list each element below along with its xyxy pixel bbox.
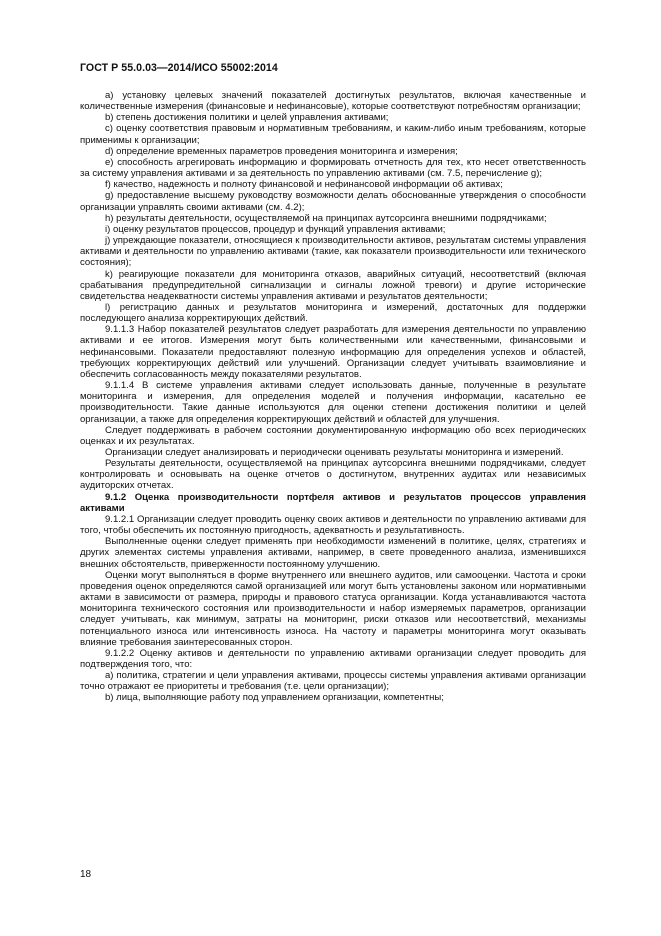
list-item-f: f) качество, надежность и полноту финансовой и нефинансовой информации об активах; — [105, 179, 503, 191]
page-number: 18 — [80, 869, 92, 880]
list-item-k: k) реагирующие показатели для мониторинга отказов, аварийных ситуаций, несоответствий (включая срабатывания предупредительной сигнализации и сигналы ложной тревоги) и другие исторические свидетельства неадекватности системы управления активами и результатов деятельности; — [80, 268, 586, 302]
list-item-b: b) степень достижения политики и целей управления активами; — [105, 112, 389, 124]
subsection-heading: 9.1.2 Оценка производительности портфеля активов и результатов процессов управления активами — [80, 491, 586, 514]
list-item-l: l) регистрацию данных и результатов мониторинга и измерений, достаточных для поддержки последующего анализа корректирующих действий. — [80, 301, 586, 325]
paragraph-audit-forms: Оценки могут выполняться в форме внутреннего или внешнего аудитов, или самооценки. Частота и сроки проведения оценок определяются самой организацией или могут быть установлены законом или нормативными актами в зависимости от размера, природы и правового статуса организации. Когда устанавливаются частота мониторинга технического состояния или производительности и набор измеряемых параметров, организации следует учитывать, как минимум, затраты на мониторинг, риски отказов или несоответствий, механизмы потенциального износа или интенсивность износа. На частоту и параметры мониторинга могут оказывать влияние требования заинтересованных сторон. — [80, 569, 586, 648]
clause-9-1-2-2: 9.1.2.2 Оценку активов и деятельности по управлению активами организации следует проводить для подтверждения того, что: — [80, 647, 586, 670]
list-item-d: d) определение временных параметров проведения мониторинга и измерения; — [105, 145, 458, 157]
paragraph-outsourcing: Результаты деятельности, осуществляемой на принципах аутсорсинга внешними подрядчиками, следует контролировать и основывать на оценке отчетов о достигнутом, внутренних аудитах или независимых аудиторских отчетах. — [80, 458, 586, 492]
paragraph-documented-info: Следует поддерживать в рабочем состоянии документированную информацию обо всех периодических оценках и их результатах. — [80, 424, 586, 447]
list-item-a: a) установку целевых значений показателей достигнутых результатов, включая качественные и количественные измерения (финансовые и нефинансовые), которые соответствуют потребностям организации; — [80, 90, 586, 113]
clause-9-1-2-1: 9.1.2.1 Организации следует проводить оценку своих активов и деятельности по управлению активами для того, чтобы обеспечить их постоянную пригодность, адекватность и результативность. — [80, 513, 586, 537]
clause-9-1-1-4: 9.1.1.4 В системе управления активами следует использовать данные, полученные в результате мониторинга и измерения, для определения моделей и получения информации, касательно ее производительности. Такие данные используются для оценки степени достижения политики и целей организации, а также для определения корректирующих действий и областей для улучшения. — [80, 380, 586, 425]
list-item-g: g) предоставление высшему руководству возможности делать обоснованные утверждения о способности организации управлять своими активами (см. 4.2); — [80, 190, 586, 213]
confirm-item-a: a) политика, стратегии и цели управления активами, процессы системы управления активами организации точно отражают ее приоритеты и требования (т.е. цели организации); — [80, 670, 586, 693]
list-item-e: e) способность агрегировать информацию и формировать отчетность для тех, кто несет ответственность за систему управления активами и за деятельность по управлению активами (см. 7.5, перечисление g); — [80, 156, 586, 180]
document-body — [80, 90, 586, 704]
list-item-j: j) упреждающие показатели, относящиеся к производительности активов, результатам системы управления активами и деятельности по управлению активами (такие, как показатели производительности или технического состояния); — [80, 235, 586, 269]
list-item-i: i) оценку результатов процессов, процедур и функций управления активами; — [105, 223, 446, 235]
list-item-h: h) результаты деятельности, осуществляемой на принципах аутсорсинга внешними подрядчиками; — [105, 212, 547, 224]
confirm-item-b: b) лица, выполняющие работу под управлением организации, компетентны; — [105, 692, 444, 704]
list-item-c: c) оценку соответствия правовым и нормативным требованиям, и каким-либо иным требованиям, которые применимы к организации; — [80, 123, 586, 146]
clause-9-1-1-3: 9.1.1.3 Набор показателей результатов следует разработать для измерения деятельности по управлению активами и ее итогов. Измерения могут быть количественными или качественными, финансовыми и нефинансовыми. Показатели предоставляют полезную информацию для определения успехов и областей, требующих корректирующих действий или улучшений. Организации следует учитывать взаимовлияние и обеспечить согласованность между показателями результатов. — [80, 324, 586, 380]
paragraph-analysis: Организации следует анализировать и периодически оценивать результаты мониторинга и измерений. — [105, 447, 564, 458]
page-header: ГОСТ Р 55.0.03—2014/ИСО 55002:2014 — [80, 62, 278, 74]
paragraph-evaluations-applied: Выполненные оценки следует применять при необходимости изменений в политике, целях, стратегиях и других элементах системы управления активами, например, в свете проведенного анализа, изменившихся внешних обстоятельств, приверженности постоянному улучшению. — [80, 536, 586, 570]
